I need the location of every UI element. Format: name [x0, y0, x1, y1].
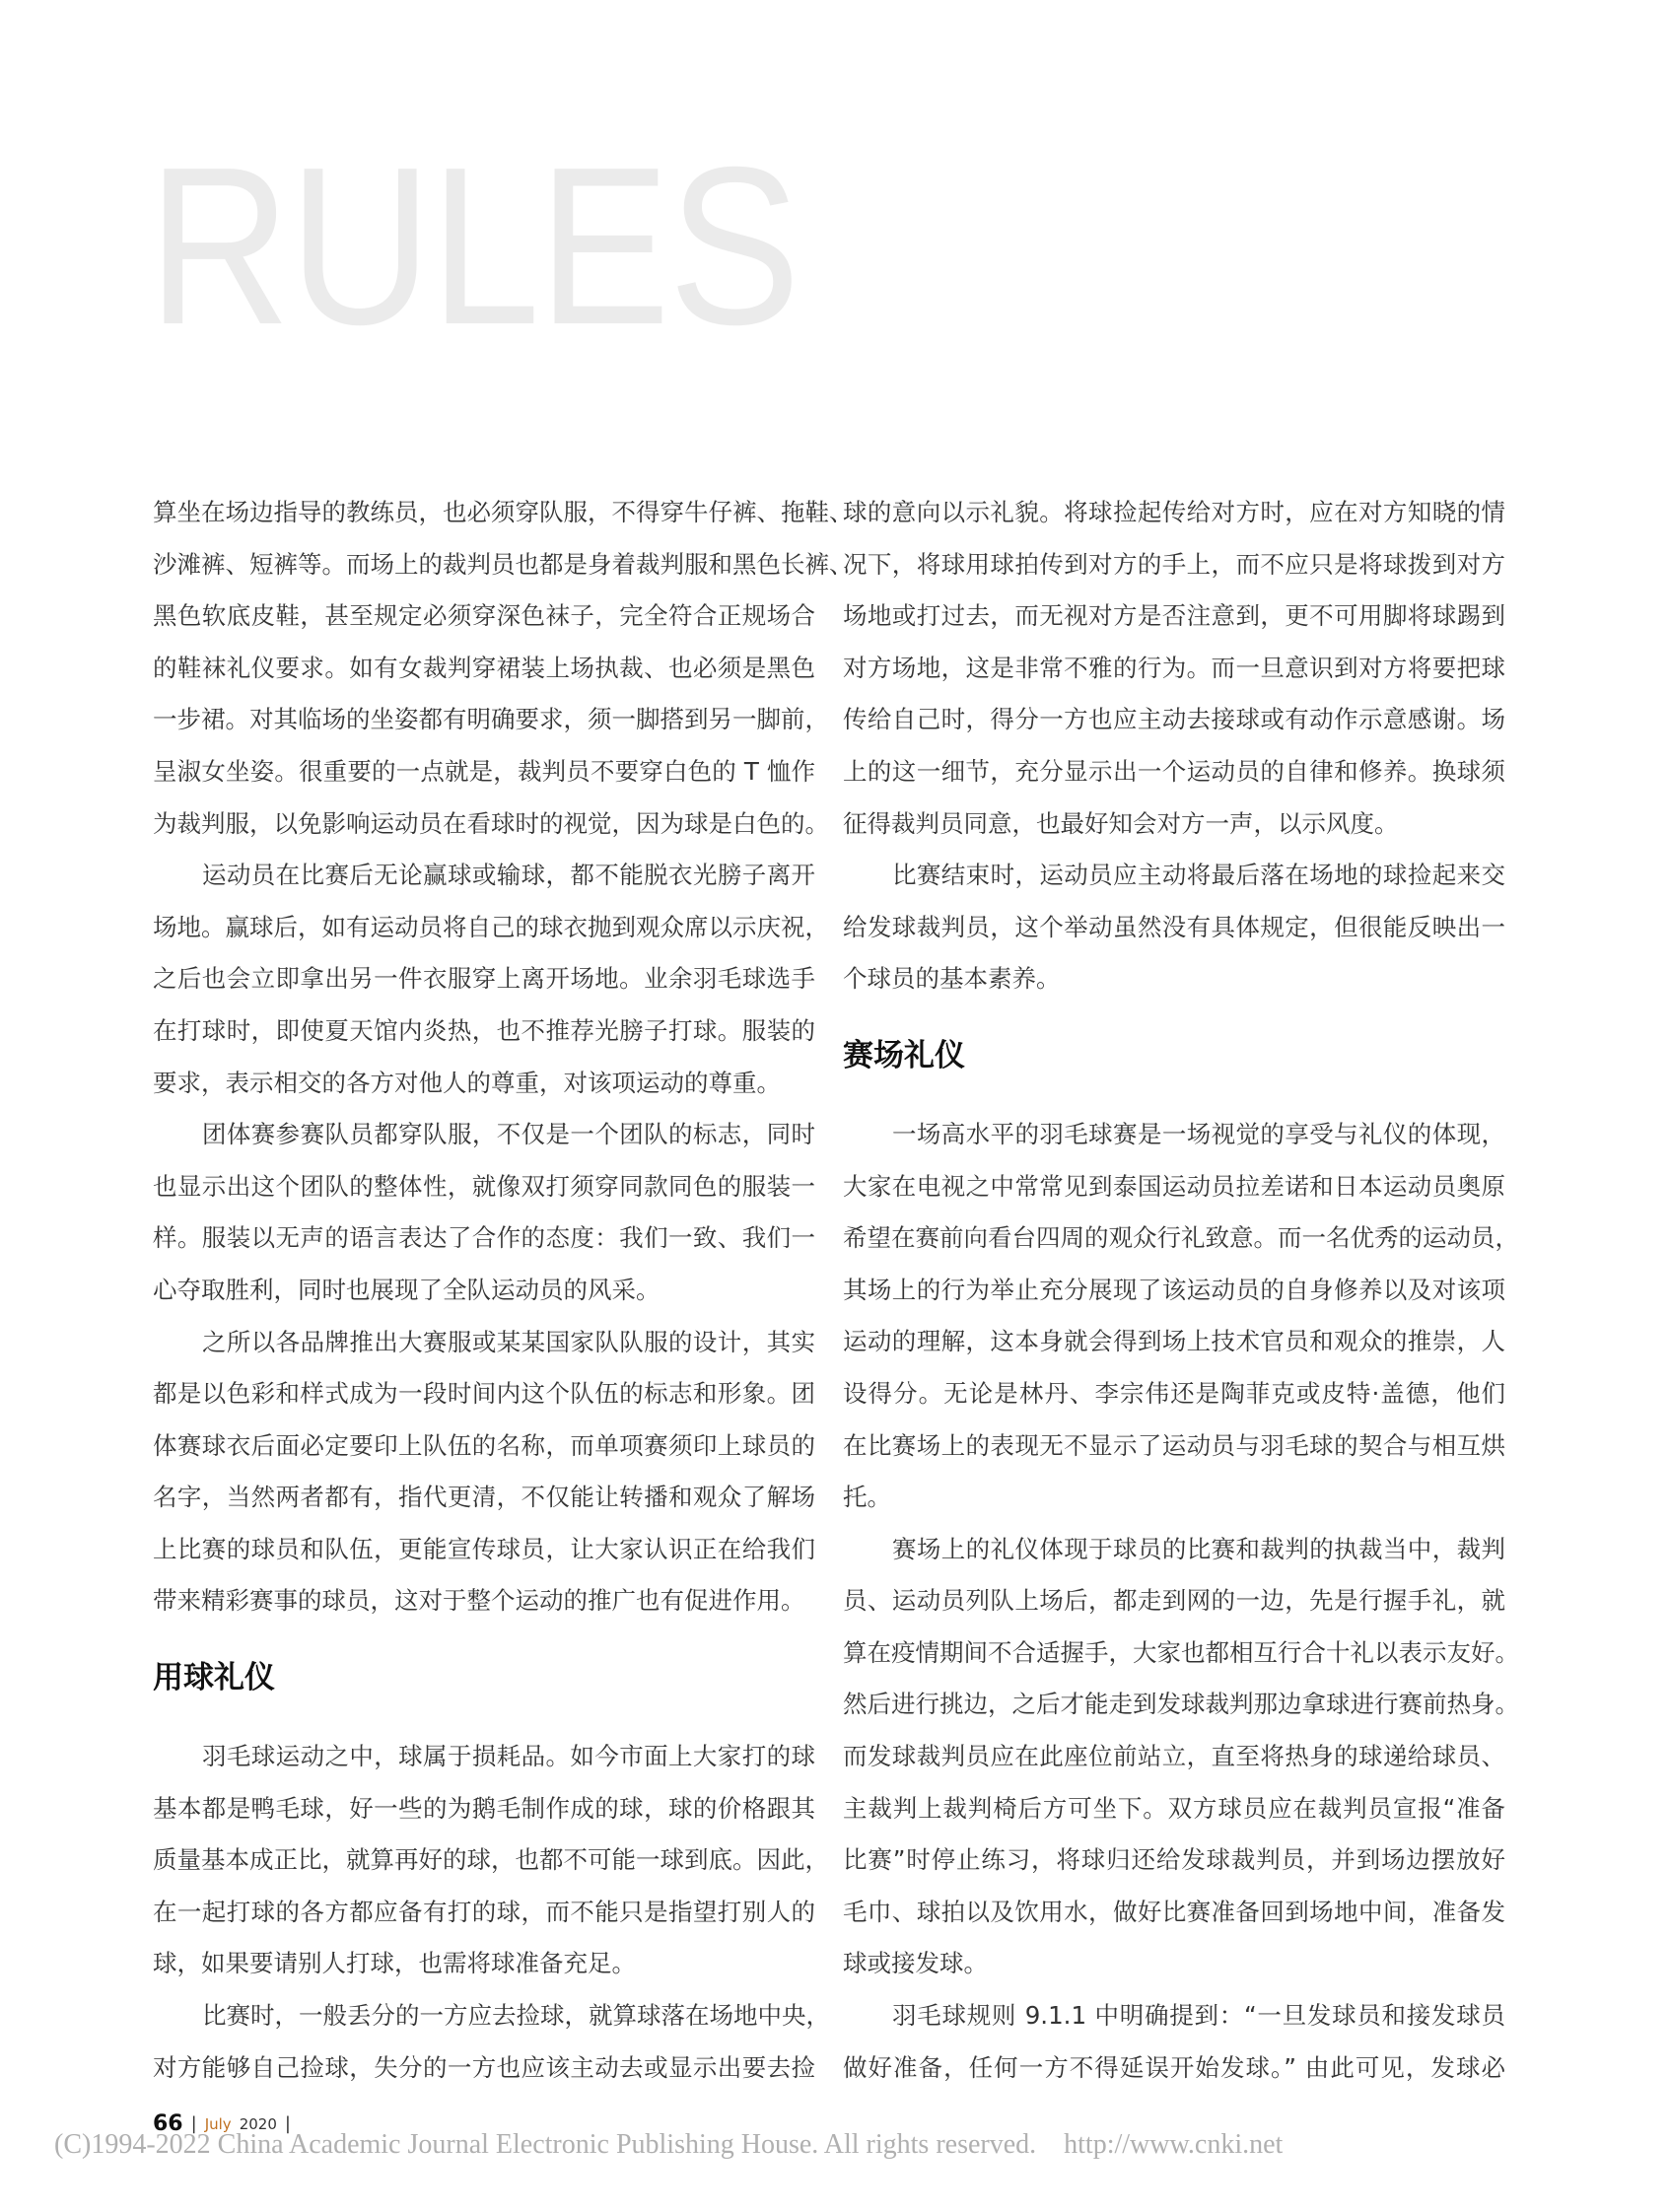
paragraph — [843, 487, 1505, 850]
separator: | — [284, 2113, 291, 2134]
copyright-notice: (C)1994-2022 China Academic Journal Electronic Publishing House. All rights reserved. http://www.cnki.net — [54, 2129, 1284, 2160]
text-line: 算坐在场边指导的教练员，也必须穿队服，不得穿牛仔裤、拖鞋、 — [153, 498, 854, 526]
text-line: 沙滩裤、短裤等。而场上的裁判员也都是身着裁判服和黑色长裤、 — [153, 549, 854, 579]
text-line: 一场高水平的羽毛球赛是一场视觉的享受与礼仪的体现， — [892, 1119, 1505, 1148]
text-line: 一步裙。对其临场的坐姿都有明确要求，须一脚搭到另一脚前， — [153, 705, 829, 734]
text-line: 样。服装以无声的语言表达了合作的态度：我们一致、我们一 — [153, 1223, 815, 1253]
text-line: 况下，将球用球拍传到对方的手上，而不应只是将球拨到对方 — [843, 549, 1505, 579]
text-line: 运动的理解，这本身就会得到场上技术官员和观众的推崇，人 — [843, 1327, 1505, 1356]
text-line: 名字，当然两者都有，指代更清，不仅能让转播和观众了解场 — [153, 1483, 815, 1512]
text-line: 球的意向以示礼貌。将球捡起传给对方时，应在对方知晓的情 — [843, 498, 1505, 526]
text-line: 球，如果要请别人打球，也需将球准备充足。 — [153, 1949, 636, 1978]
separator: | — [190, 2113, 197, 2134]
text-line: 都是以色彩和样式成为一段时间内这个队伍的标志和形象。团 — [153, 1379, 815, 1409]
text-line: 然后进行挑边，之后才能走到发球裁判那边拿球进行赛前热身。 — [843, 1690, 1519, 1719]
text-line: 羽毛球运动之中，球属于损耗品。如今市面上大家打的球 — [202, 1742, 815, 1771]
paragraph — [153, 1731, 829, 1990]
text-line: 体赛球衣后面必定要印上队伍的名称，而单项赛须印上球员的 — [153, 1430, 815, 1460]
text-line: 上的这一细节，充分显示出一个运动员的自律和修养。换球须 — [843, 756, 1505, 786]
text-line: 其场上的行为举止充分展现了该运动员的自身修养以及对该项 — [843, 1275, 1505, 1304]
text-line: 员、运动员列队上场后，都走到网的一边，先是行握手礼，就 — [843, 1586, 1505, 1616]
section-heading: 用球礼仪 — [153, 1660, 275, 1696]
text-line: 传给自己时，得分一方也应主动去接球或有动作示意感谢。场 — [843, 705, 1505, 734]
text-line: 设得分。无论是林丹、李宗伟还是陶菲克或皮特·盖德，他们 — [843, 1378, 1505, 1408]
text-line: 黑色软底皮鞋，甚至规定必须穿深色袜子，完全符合正规场合 — [153, 601, 815, 631]
text-line: 在一起打球的各方都应备有打的球，而不能只是指望打别人的 — [153, 1897, 815, 1926]
text-line: 也显示出这个团队的整体性，就像双打须穿同款同色的服装一 — [153, 1171, 815, 1201]
text-line: 羽毛球规则 9.1.1 中明确提到：“一旦发球员和接发球员 — [892, 2001, 1505, 2031]
issue-year: 2020 — [239, 2114, 277, 2133]
text-line: 的鞋袜礼仪要求。如有女裁判穿裙装上场执裁、也必须是黑色 — [153, 653, 815, 682]
paragraph — [153, 487, 854, 850]
text-line: 给发球裁判员，这个举动虽然没有具体规定，但很能反映出一 — [843, 912, 1505, 941]
text-line: 个球员的基本素养。 — [843, 964, 1061, 994]
text-line: 毛巾、球拍以及饮用水，做好比赛准备回到场地中间，准备发 — [843, 1897, 1505, 1926]
paragraph — [153, 1317, 815, 1628]
text-line: 之所以各品牌推出大赛服或某某国家队队服的设计，其实 — [202, 1327, 815, 1356]
text-line: 对方能够自己捡球，失分的一方也应该主动去或显示出要去捡 — [153, 2052, 815, 2082]
page-title-rules: RULES — [148, 121, 800, 372]
paragraph — [153, 1109, 815, 1316]
text-line: 算在疫情期间不合适握手，大家也都相互行合十礼以表示友好。 — [843, 1637, 1519, 1667]
paragraph — [153, 850, 829, 1109]
text-line: 为裁判服，以免影响运动员在看球时的视觉，因为球是白色的。 — [153, 808, 829, 838]
text-line: 比赛结束时，运动员应主动将最后落在场地的球捡起来交 — [892, 861, 1505, 890]
text-line: 心夺取胜利，同时也展现了全队运动员的风采。 — [153, 1275, 661, 1304]
text-line: 球或接发球。 — [843, 1949, 988, 1978]
text-line: 在打球时，即使夏天馆内炎热，也不推荐光膀子打球。服装的 — [153, 1015, 815, 1045]
paragraph — [843, 1990, 1505, 2094]
text-line: 要求，表示相交的各方对他人的尊重，对该项运动的尊重。 — [153, 1068, 781, 1097]
text-line: 托。 — [843, 1483, 891, 1512]
text-line: 呈淑女坐姿。很重要的一点就是，裁判员不要穿白色的 T 恤作 — [153, 756, 815, 786]
text-line: 之后也会立即拿出另一件衣服穿上离开场地。业余羽毛球选手 — [153, 964, 815, 994]
text-line: 而发球裁判员应在此座位前站立，直至将热身的球递给球员、 — [843, 1742, 1505, 1771]
text-line: 在比赛场上的表现无不显示了运动员与羽毛球的契合与相互烘 — [843, 1430, 1505, 1460]
text-line: 比赛”时停止练习，将球归还给发球裁判员，并到场边摆放好 — [843, 1845, 1505, 1875]
text-line: 希望在赛前向看台四周的观众行礼致意。而一名优秀的运动员， — [843, 1223, 1519, 1253]
text-line: 比赛时，一般丢分的一方应去捡球，就算球落在场地中央， — [202, 2001, 830, 2031]
text-line: 上比赛的球员和队伍，更能宣传球员，让大家认识正在给我们 — [153, 1534, 815, 1563]
text-line: 场地或打过去，而无视对方是否注意到，更不可用脚将球踢到 — [843, 601, 1505, 631]
paragraph — [843, 850, 1505, 1005]
paragraph — [843, 1109, 1519, 1524]
page-number: 66 — [153, 2111, 183, 2136]
text-line: 质量基本成正比，就算再好的球，也都不可能一球到底。因此， — [153, 1845, 829, 1875]
text-line: 做好准备，任何一方不得延误开始发球。” 由此可见，发球必 — [843, 2052, 1505, 2082]
section-heading: 赛场礼仪 — [843, 1037, 965, 1073]
paragraph — [843, 1524, 1519, 1990]
right-column — [843, 487, 1519, 2094]
text-line: 赛场上的礼仪体现于球员的比赛和裁判的执裁当中，裁判 — [892, 1534, 1505, 1563]
text-line: 基本都是鸭毛球，好一些的为鹅毛制作成的球，球的价格跟其 — [153, 1793, 815, 1823]
text-line: 场地。赢球后，如有运动员将自己的球衣抛到观众席以示庆祝， — [153, 912, 829, 941]
text-line: 大家在电视之中常常见到泰国运动员拉差诺和日本运动员奥原 — [843, 1171, 1505, 1201]
text-line: 运动员在比赛后无论赢球或输球，都不能脱衣光膀子离开 — [202, 861, 815, 890]
text-line: 主裁判上裁判椅后方可坐下。双方球员应在裁判员宣报“准备 — [843, 1793, 1505, 1823]
paragraph — [153, 1990, 830, 2094]
text-line: 对方场地，这是非常不雅的行为。而一旦意识到对方将要把球 — [843, 653, 1505, 682]
text-line: 征得裁判员同意，也最好知会对方一声，以示风度。 — [843, 808, 1399, 838]
text-line: 团体赛参赛队员都穿队服，不仅是一个团队的标志，同时 — [202, 1120, 815, 1149]
left-column — [153, 487, 854, 2094]
issue-month: July — [204, 2114, 232, 2133]
text-line: 带来精彩赛事的球员，这对于整个运动的推广也有促进作用。 — [153, 1586, 805, 1616]
